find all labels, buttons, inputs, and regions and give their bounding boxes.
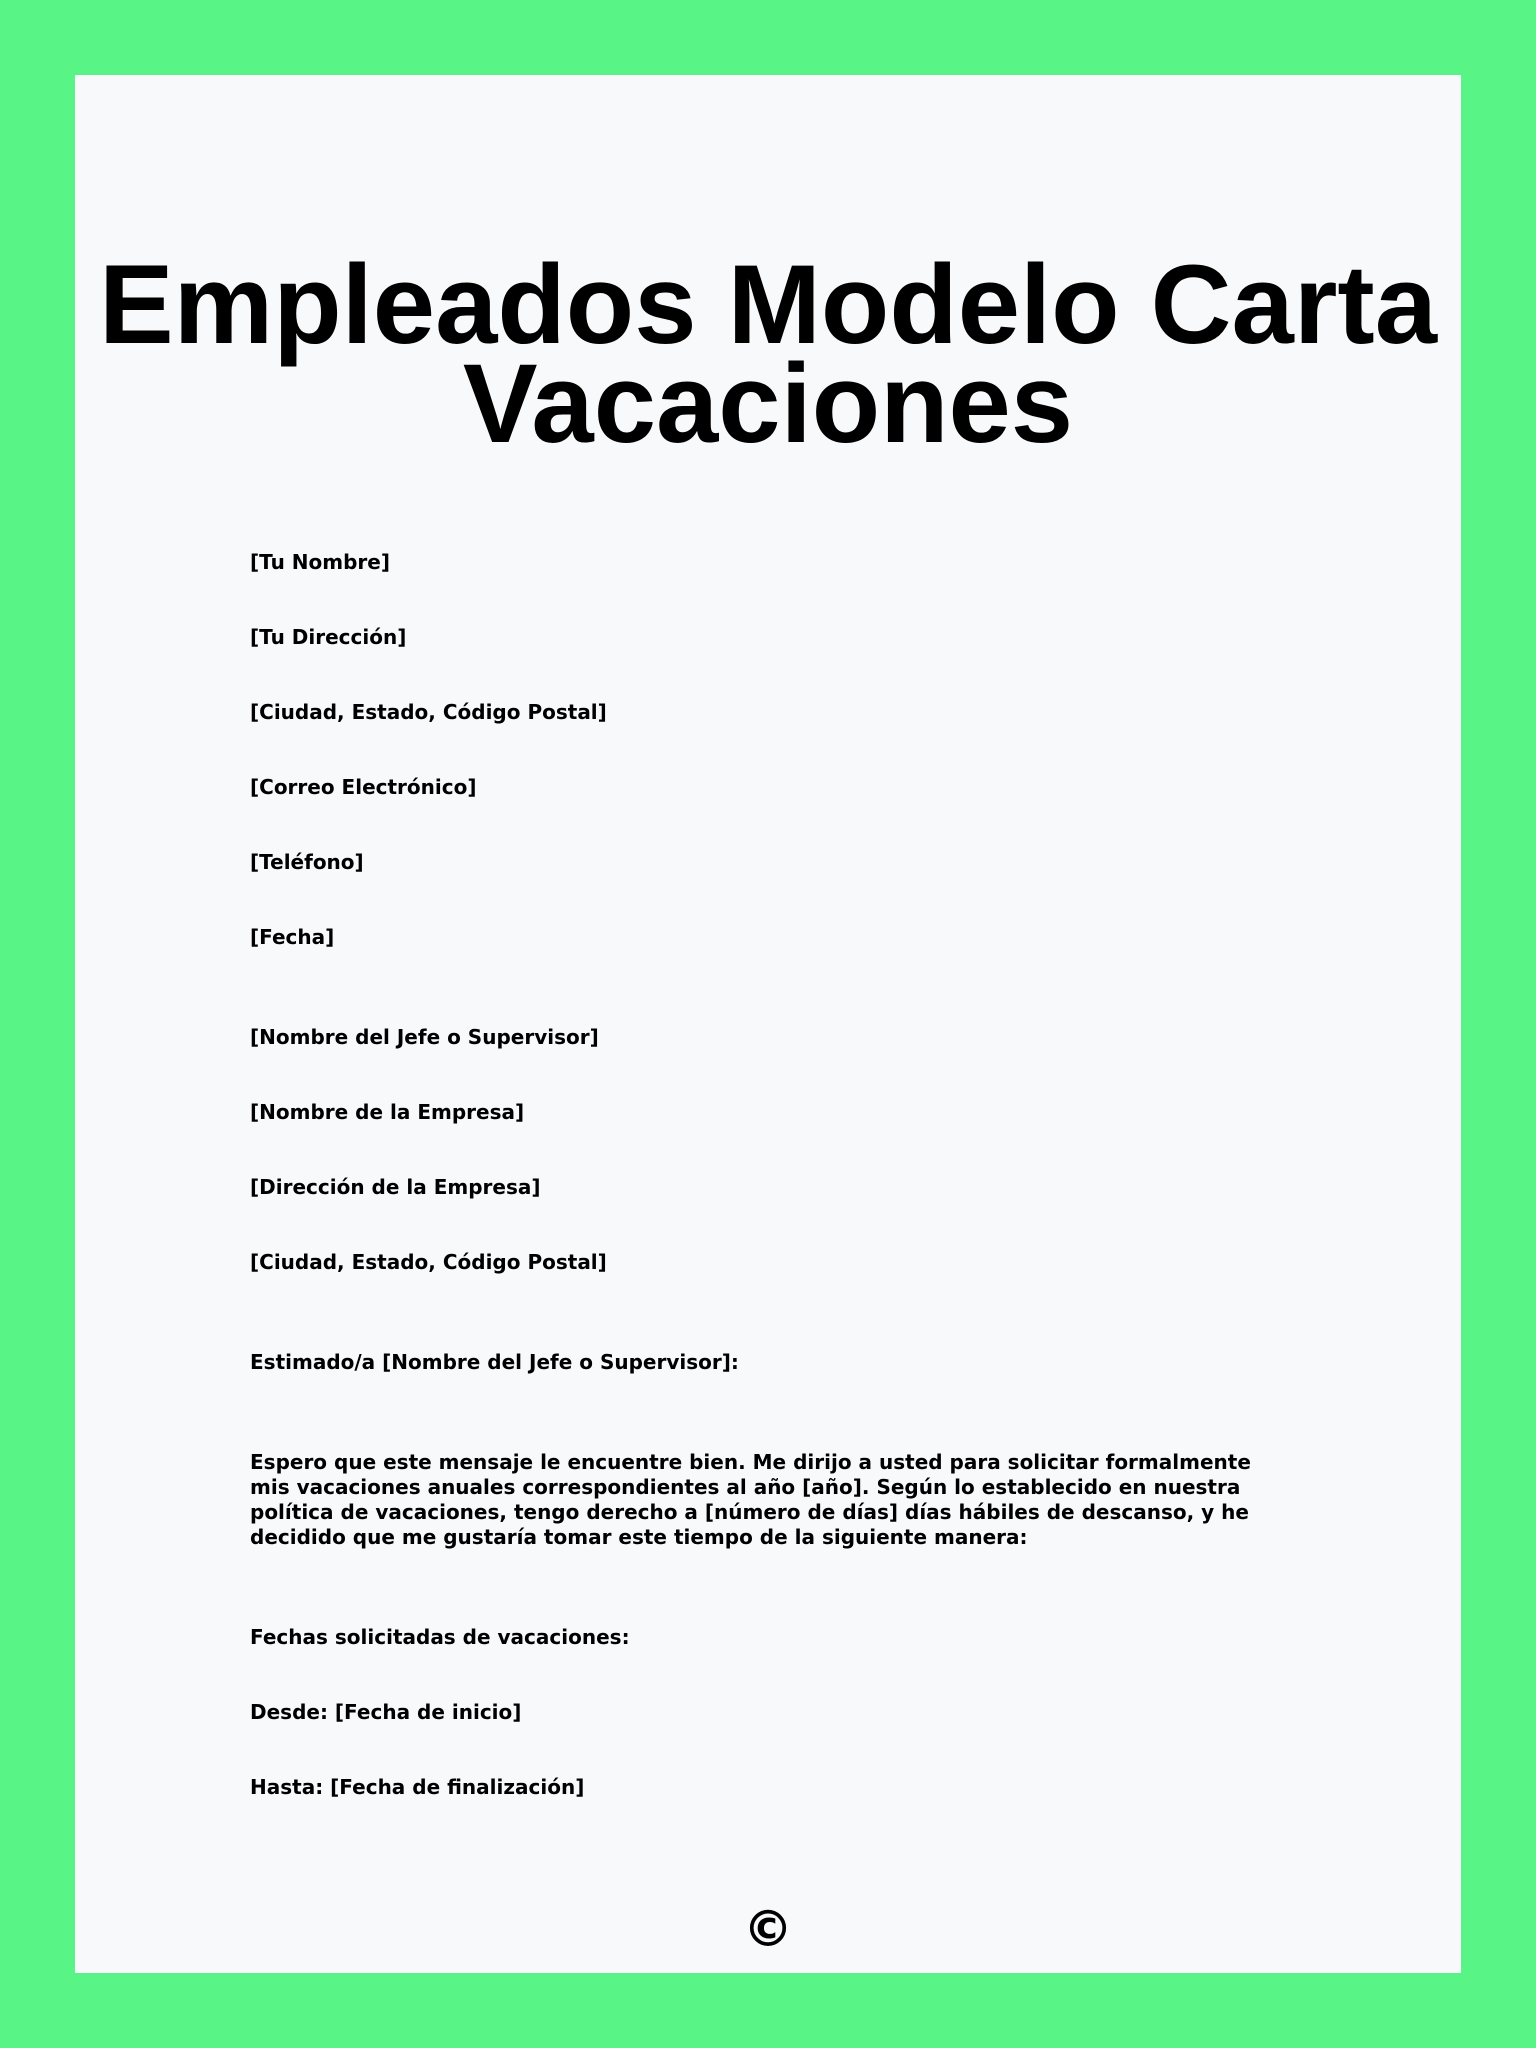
salutation: Estimado/a [Nombre del Jefe o Supervisor]:	[250, 1350, 739, 1374]
date-from: Desde: [Fecha de inicio]	[250, 1700, 522, 1724]
sender-phone: [Teléfono]	[250, 850, 364, 874]
date-to: Hasta: [Fecha de finalización]	[250, 1775, 585, 1799]
page-title-line-1: Empleados Modelo Carta	[98, 242, 1438, 367]
sender-name: [Tu Nombre]	[250, 550, 390, 574]
sender-address: [Tu Dirección]	[250, 625, 407, 649]
recipient-address: [Dirección de la Empresa]	[250, 1175, 541, 1199]
letter-page	[75, 75, 1461, 1973]
recipient-name: [Nombre del Jefe o Supervisor]	[250, 1025, 599, 1049]
copyright-icon: ©	[743, 1900, 793, 1958]
sender-email: [Correo Electrónico]	[250, 775, 477, 799]
body-paragraph: Espero que este mensaje le encuentre bien. Me dirijo a usted para solicitar formalmente mis vacaciones anuales correspondientes al año [año]. Según lo establecido en nuestra política de vacaciones, tengo derecho a [número de días] días hábiles de descanso, y he decidido que me gustaría tomar este tiempo de la siguiente manera:	[250, 1450, 1251, 1549]
recipient-company: [Nombre de la Empresa]	[250, 1100, 525, 1124]
letter-date: [Fecha]	[250, 925, 335, 949]
page-title-line-2: Vacaciones	[462, 341, 1074, 466]
dates-heading: Fechas solicitadas de vacaciones:	[250, 1625, 630, 1649]
recipient-city: [Ciudad, Estado, Código Postal]	[250, 1250, 607, 1274]
sender-city: [Ciudad, Estado, Código Postal]	[250, 700, 607, 724]
